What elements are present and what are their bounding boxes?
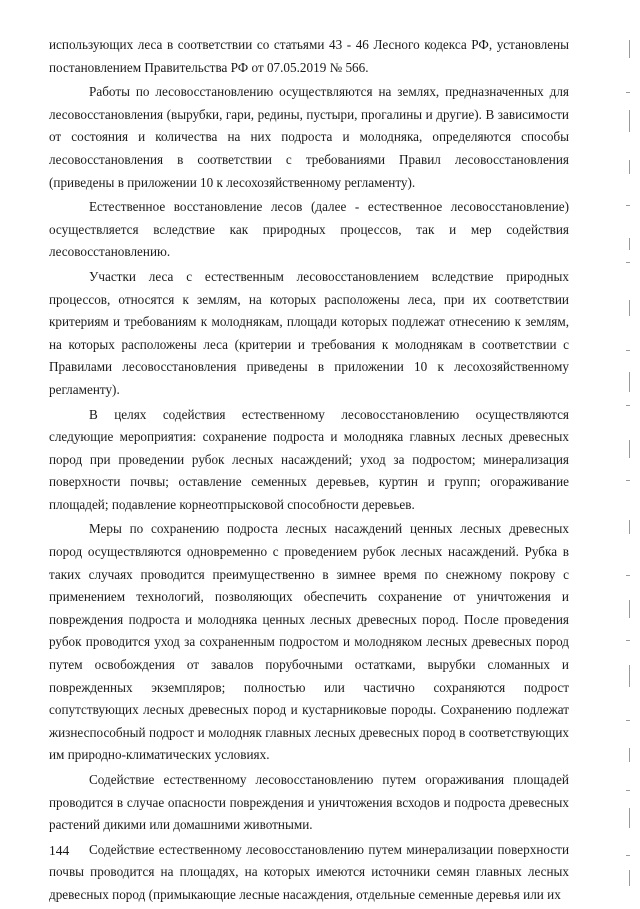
edge-mark bbox=[629, 870, 630, 886]
paragraph: Содействие естественному лесовосстановлению путем огораживания площадей проводится в случае опасности повреждения и уничтожения всходов и подроста древесных растений дикими или домашними животными. bbox=[49, 772, 569, 833]
paragraph: Естественное восстановление лесов (далее - естественное лесовосстановление) осуществляется вследствие как природных процессов, так и мер содействия лесовосстановлению. bbox=[49, 199, 569, 260]
edge-mark bbox=[629, 808, 630, 828]
paragraph: использующих леса в соответствии со статьями 43 - 46 Лесного кодекса РФ, установлены постановлением Правительства РФ от 07.05.2019 № 566. bbox=[49, 37, 569, 75]
edge-tick bbox=[626, 640, 630, 641]
edge-tick bbox=[626, 480, 630, 481]
edge-mark bbox=[629, 748, 630, 762]
edge-mark bbox=[629, 160, 630, 174]
edge-tick bbox=[626, 405, 630, 406]
edge-tick bbox=[626, 350, 630, 351]
edge-mark bbox=[629, 300, 630, 316]
scan-edge-marks bbox=[620, 0, 630, 905]
paragraph: Содействие естественному лесовосстановлению путем минерализации поверхности почвы проводится на площадях, на которых имеются источники семян главных лесных древесных пород (примыкающие лесные насаждения, отдельные семенные деревья или их bbox=[49, 841, 569, 902]
edge-mark bbox=[629, 40, 630, 58]
edge-mark bbox=[629, 520, 630, 534]
document-body bbox=[49, 34, 569, 909]
edge-mark bbox=[629, 665, 630, 687]
edge-mark bbox=[629, 110, 630, 132]
edge-tick bbox=[626, 262, 630, 263]
edge-mark bbox=[629, 600, 630, 618]
edge-tick bbox=[626, 205, 630, 206]
edge-tick bbox=[626, 720, 630, 721]
page-number: 144 bbox=[49, 843, 70, 858]
edge-tick bbox=[626, 92, 630, 93]
edge-mark bbox=[629, 372, 630, 392]
paragraph: В целях содействия естественному лесовосстановлению осуществляются следующие мероприятия: сохранение подроста и молодняка главных лесных древесных пород при проведении рубок лесных насаждений; уход за подростом; минерализация поверхности почвы; оставление семенных деревьев, куртин и групп; огораживание площадей; подавление корнеотпрысковой способности деревьев. bbox=[49, 406, 569, 512]
edge-tick bbox=[626, 855, 630, 856]
paragraph: Меры по сохранению подроста лесных насаждений ценных лесных древесных пород осуществляются одновременно с проведением рубок лесных насаждений. Рубка в таких случаях проводится преимущественно в зимнее время по снежному покрову с применением технологий, позволяющих обеспечить сохранение от уничтожения и повреждения подроста и молодняка ценных лесных древесных пород. После проведения рубок проводится уход за сохраненным подростом и молодняком лесных древесных пород путем освобождения от завалов порубочными остатками, вырубки сломанных и поврежденных экземпляров; полностью или частично сохраняются подрост сопутствующих лесных древесных пород и кустарниковые породы. Сохранению подлежат жизнеспособный подрост и молодняк главных лесных древесных пород в соответствующих им природно-климатических условиях. bbox=[49, 521, 569, 763]
paragraph: Работы по лесовосстановлению осуществляются на землях, предназначенных для лесовосстановления (вырубки, гари, редины, пустыри, прогалины и другие). В зависимости от состояния и количества на них подроста и молодняка, определяются способы лесовосстановления в соответствии с требованиями Правил лесовосстановления (приведены в приложении 10 к лесохозяйственному регламенту). bbox=[49, 84, 569, 190]
edge-mark bbox=[629, 238, 630, 250]
edge-mark bbox=[629, 440, 630, 458]
edge-tick bbox=[626, 790, 630, 791]
edge-tick bbox=[626, 575, 630, 576]
paragraph: Участки леса с естественным лесовосстановлением вследствие природных процессов, относятся к землям, на которых расположены леса, при их соответствии критериям и требованиям к молоднякам, площади которых подлежат отнесению к землям, на которых расположены леса (критерии и требования к молоднякам в соответствии с Правилами лесовосстановления приведены в приложении 10 к лесохозяйственному регламенту). bbox=[49, 268, 569, 397]
